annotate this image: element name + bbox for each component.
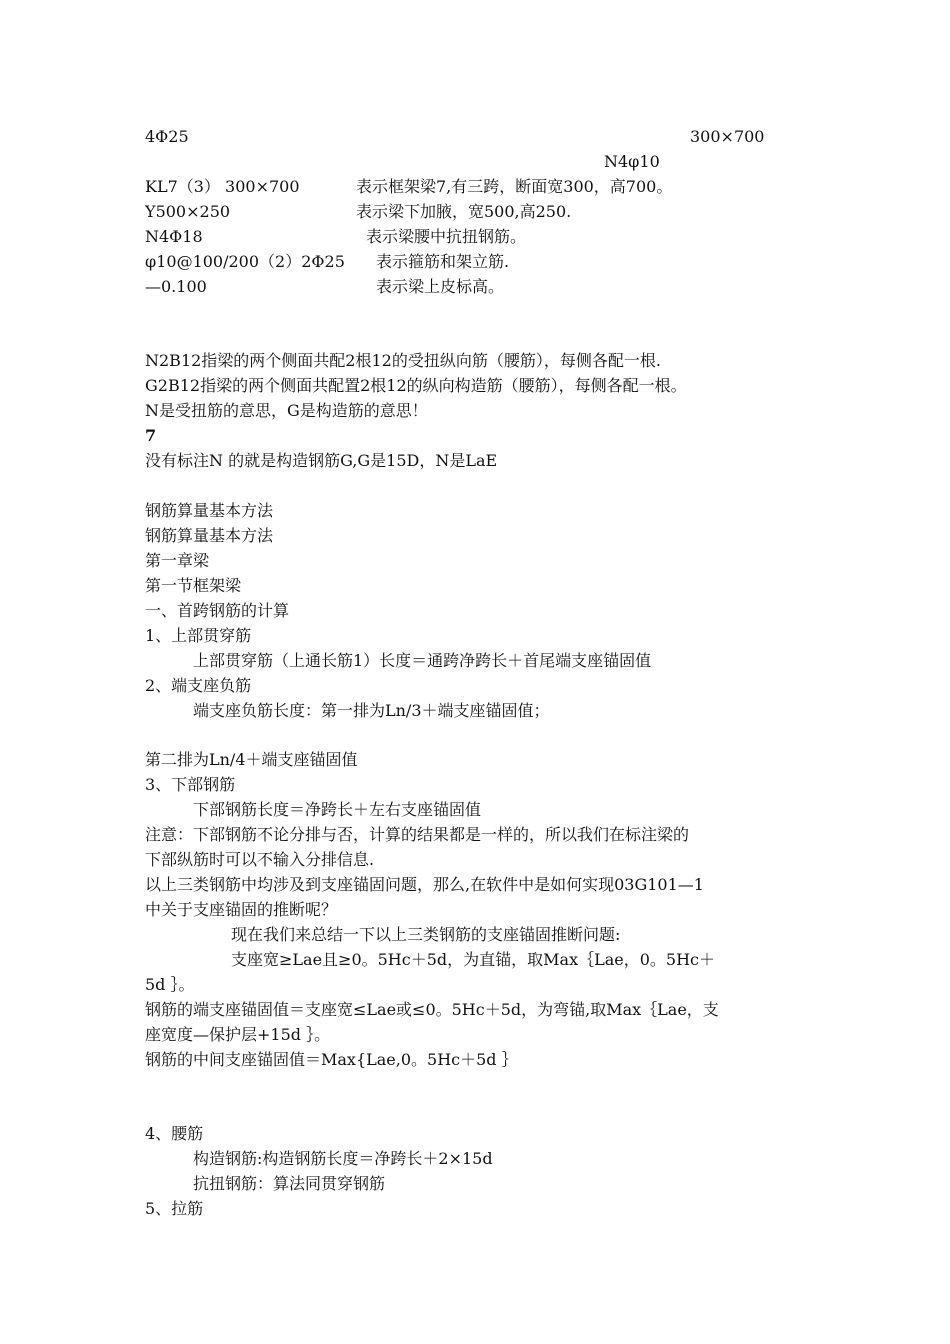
body-line: 以上三类钢筋中均涉及到支座锚固问题，那么,在软件中是如何实现03G101—1 — [145, 875, 704, 894]
page-number: 7 — [145, 426, 157, 445]
legend-code: φ10@100/200（2）2Φ25 — [145, 252, 345, 271]
item-heading: 4、腰筋 — [145, 1124, 204, 1143]
body-line: 构造钢筋:构造钢筋长度＝净跨长＋2×15d — [193, 1149, 493, 1168]
body-line: 支座宽≥Lae且≥0。5Hc＋5d，为直锚，取Max｛Lae，0。5Hc＋ — [231, 950, 715, 969]
body-line: 下部纵筋时可以不输入分排信息. — [145, 850, 375, 869]
body-line: 现在我们来总结一下以上三类钢筋的支座锚固推断问题: — [231, 925, 621, 944]
note-line: N是受扭筋的意思，G是构造筋的意思！ — [145, 401, 428, 420]
body-line: 钢筋的中间支座锚固值＝Max{Lae,0。5Hc＋5d ｝ — [145, 1050, 518, 1069]
torsion-bar-label: N4φ10 — [604, 152, 660, 171]
item-heading: 1、上部贯穿筋 — [145, 626, 252, 645]
legend-desc: 表示箍筋和架立筋. — [376, 252, 510, 271]
body-line: 注意：下部钢筋不论分排与否，计算的结果都是一样的，所以我们在标注梁的 — [145, 825, 690, 844]
body-line: 下部钢筋长度＝净跨长＋左右支座锚固值 — [193, 800, 482, 819]
legend-desc: 表示梁下加腋，宽500,高250. — [356, 202, 572, 221]
body-line: 上部贯穿筋（上通长筋1）长度＝通跨净跨长＋首尾端支座锚固值 — [193, 651, 652, 670]
section-size-label: 300×700 — [690, 127, 765, 146]
note-line: 没有标注N 的就是构造钢筋G,G是15D，N是LaE — [145, 451, 498, 470]
chapter-heading: 第一章梁 — [145, 551, 210, 570]
rebar-label-4phi25: 4Φ25 — [145, 127, 189, 146]
item-heading: 3、下部钢筋 — [145, 775, 236, 794]
note-line: G2B12指梁的两个侧面共配置2根12的纵向构造筋（腰筋），每侧各配一根。 — [145, 376, 687, 395]
body-line: 抗扭钢筋：算法同贯穿钢筋 — [193, 1174, 386, 1193]
subsection-heading: 一、首跨钢筋的计算 — [145, 601, 290, 620]
body-line: 座宽度—保护层+15d ｝。 — [145, 1025, 331, 1044]
body-line: 端支座负筋长度：第一排为Ln/3＋端支座锚固值； — [193, 701, 550, 720]
legend-desc: 表示框架梁7,有三跨，断面宽300，高700。 — [356, 177, 673, 196]
body-line: 第二排为Ln/4＋端支座锚固值 — [145, 750, 358, 769]
section-heading: 第一节框架梁 — [145, 576, 242, 595]
item-heading: 2、端支座负筋 — [145, 676, 252, 695]
item-heading: 5、拉筋 — [145, 1199, 204, 1218]
legend-code: KL7（3） 300×700 — [145, 177, 300, 196]
section-title: 钢筋算量基本方法 — [145, 526, 274, 545]
legend-code: Y500×250 — [145, 202, 231, 221]
body-line: 中关于支座锚固的推断呢？ — [145, 900, 338, 919]
body-line: 钢筋的端支座锚固值＝支座宽≤Lae或≤0。5Hc＋5d，为弯锚,取Max｛Lae，支 — [145, 1000, 719, 1019]
section-title: 钢筋算量基本方法 — [145, 501, 274, 520]
legend-code: N4Φ18 — [145, 227, 203, 246]
legend-desc: 表示梁上皮标高。 — [376, 277, 505, 296]
legend-desc: 表示梁腰中抗扭钢筋。 — [366, 227, 527, 246]
note-line: N2B12指梁的两个侧面共配2根12的受扭纵向筋（腰筋），每侧各配一根. — [145, 351, 661, 370]
body-line: 5d ｝。 — [145, 975, 195, 994]
legend-code: —0.100 — [145, 277, 207, 296]
